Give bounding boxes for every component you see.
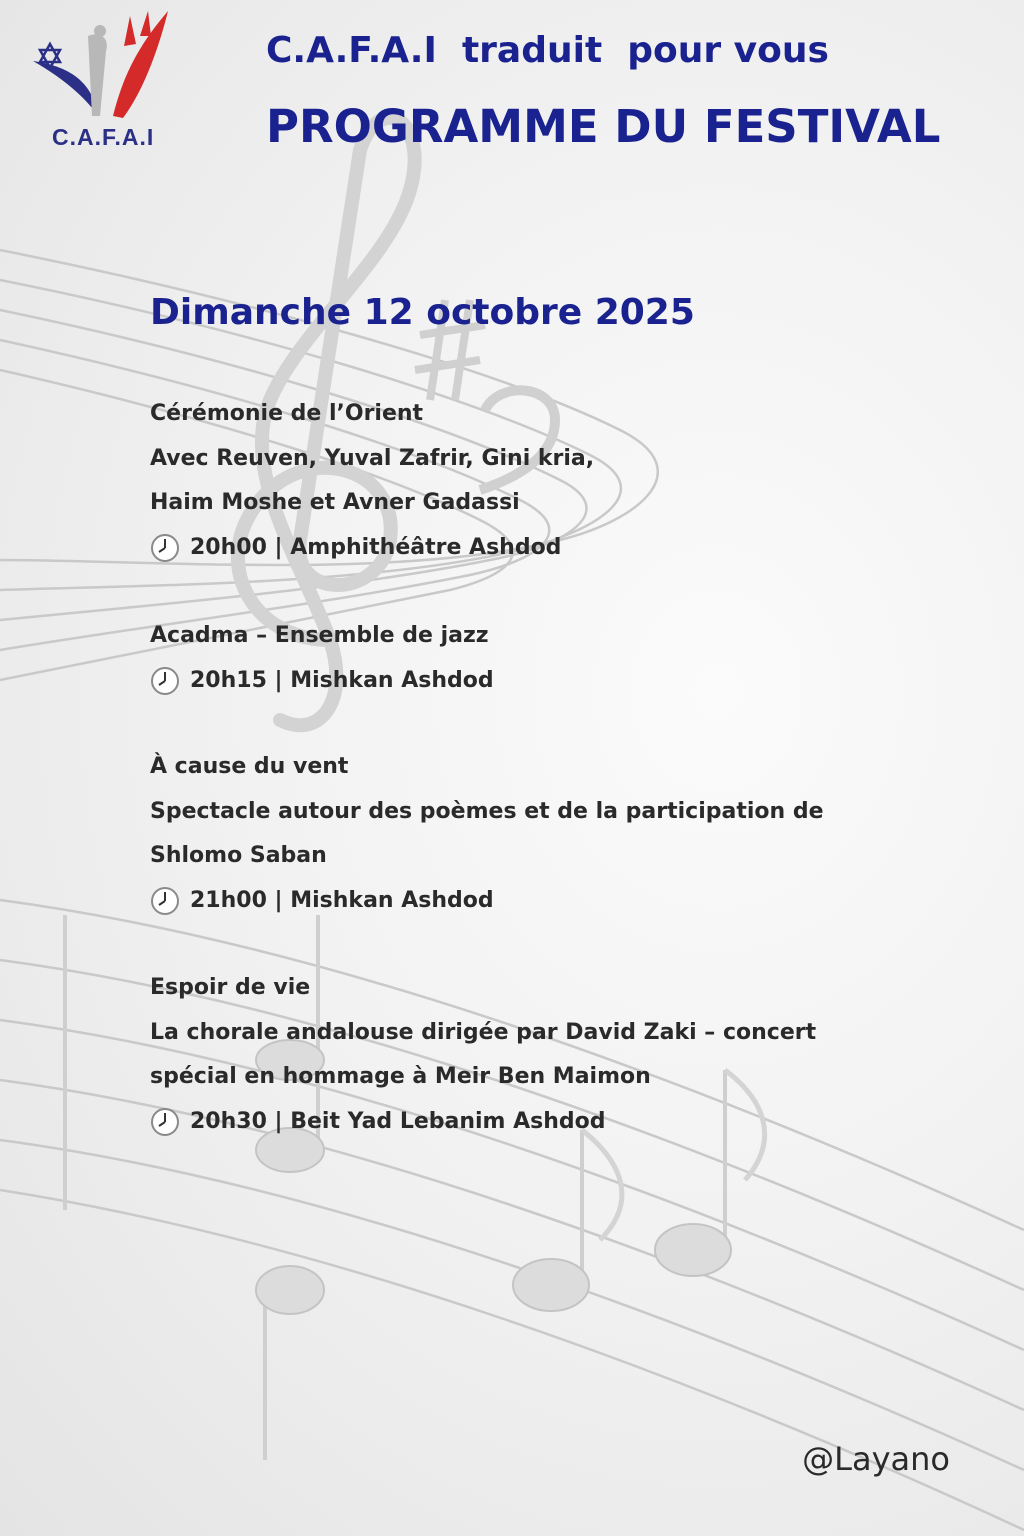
author-handle: @Layano	[802, 1440, 950, 1478]
event-description: Avec Reuven, Yuval Zafrir, Gini kria,	[150, 445, 595, 471]
event-description: Shlomo Saban	[150, 843, 327, 868]
event-description: Spectacle autour des poèmes et de la participation de	[150, 798, 824, 824]
event-title: Espoir de vie	[150, 975, 311, 1000]
event-block	[150, 966, 816, 1144]
event-time-text: 20h30 | Beit Yad Lebanim Ashdod	[190, 1108, 606, 1134]
clock-icon	[150, 533, 180, 563]
event-time-venue	[150, 879, 824, 924]
event-block	[150, 392, 594, 570]
event-block	[150, 614, 494, 703]
event-time-venue	[150, 1100, 816, 1145]
event-date: Dimanche 12 octobre 2025	[150, 292, 695, 333]
event-title: À cause du vent	[150, 754, 349, 779]
event-time-venue	[150, 659, 494, 704]
event-description: La chorale andalouse dirigée par David Zaki – concert	[150, 1019, 817, 1045]
event-time-text: 21h00 | Mishkan Ashdod	[190, 887, 494, 913]
clock-icon	[150, 1107, 180, 1137]
header-subtitle: C.A.F.A.I traduit pour vous	[266, 30, 829, 71]
event-block	[150, 745, 824, 923]
event-description: Haim Moshe et Avner Gadassi	[150, 490, 520, 515]
event-time-venue	[150, 526, 594, 571]
event-time-text: 20h00 | Amphithéâtre Ashdod	[190, 534, 562, 560]
event-description: spécial en hommage à Meir Ben Maimon	[150, 1064, 651, 1089]
clock-icon	[150, 666, 180, 696]
event-title: Acadma – Ensemble de jazz	[150, 623, 489, 648]
event-time-text: 20h15 | Mishkan Ashdod	[190, 667, 494, 693]
event-title: Cérémonie de l’Orient	[150, 401, 424, 426]
logo-text: C.A.F.A.I	[52, 124, 155, 150]
clock-icon	[150, 886, 180, 916]
page-title: PROGRAMME DU FESTIVAL	[266, 100, 941, 153]
